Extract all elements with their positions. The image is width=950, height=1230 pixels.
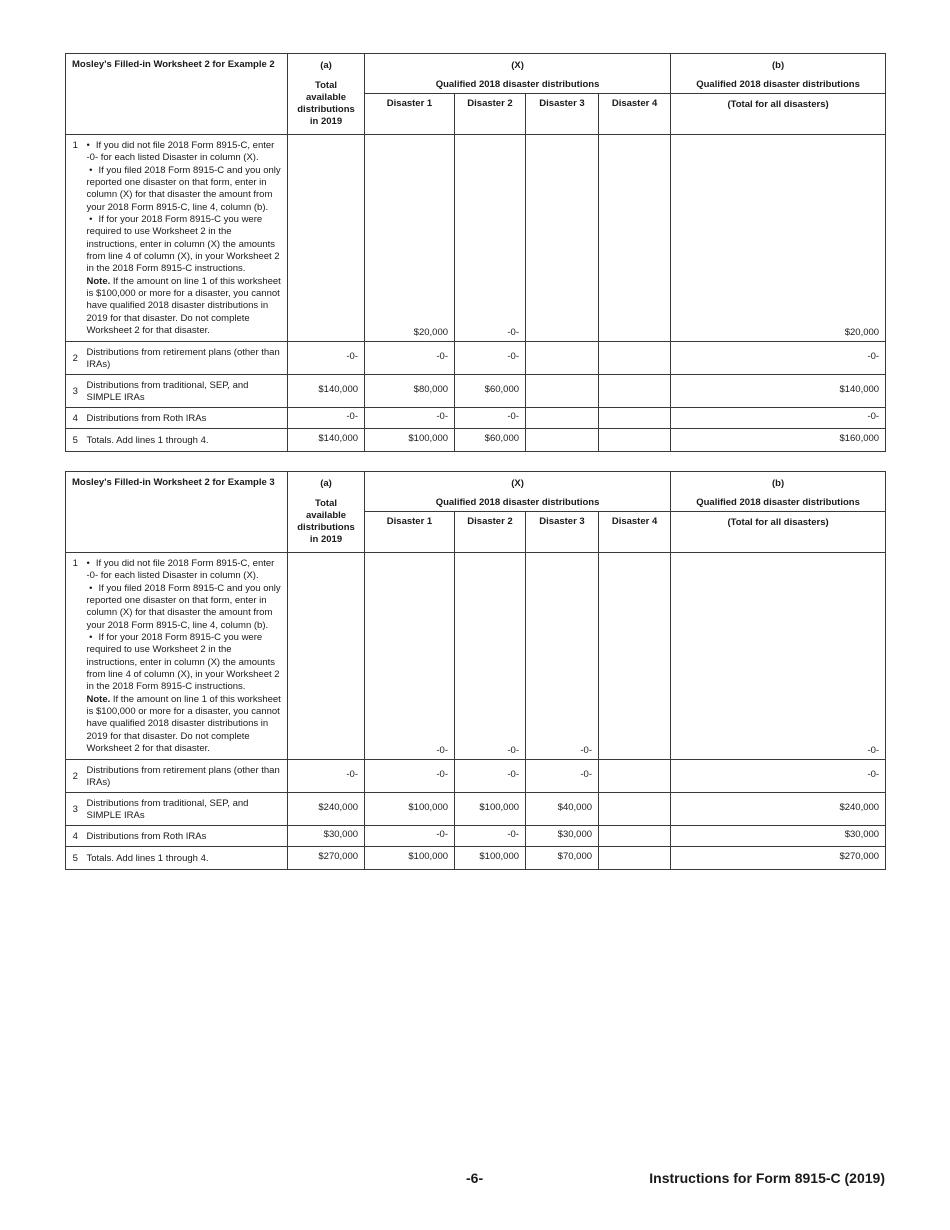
cell-disaster-1: -0- <box>365 826 455 847</box>
worksheet-title: Mosley's Filled-in Worksheet 2 for Example 3 <box>66 472 288 553</box>
cell-disaster-2: -0- <box>455 342 526 375</box>
bullet-icon: • <box>86 558 90 569</box>
disaster-4-header: Disaster 4 <box>599 512 671 553</box>
cell-col-b: -0- <box>671 408 886 429</box>
col-x-letter: (X) <box>365 54 671 77</box>
line-1-note-label: Note. <box>86 693 111 705</box>
cell-disaster-1: -0- <box>365 760 455 793</box>
cell-col-b: -0- <box>671 760 886 793</box>
cell-col-a: $240,000 <box>288 793 365 826</box>
col-a-header <box>288 76 365 135</box>
line-3-description: Distributions from traditional, SEP, and SIMPLE IRAs <box>85 793 288 826</box>
line-1-bullet-1: If you did not file 2018 Form 8915-C, enter -0- for each listed Disaster in column (X). <box>86 140 275 164</box>
cell-disaster-1: $100,000 <box>365 847 455 870</box>
bullet-icon: • <box>86 140 90 151</box>
col-a-total: Total <box>315 498 338 509</box>
cell-col-b: $140,000 <box>671 375 886 408</box>
line-number: 1 <box>66 553 85 760</box>
line-1-bullet-1: If you did not file 2018 Form 8915-C, enter -0- for each listed Disaster in column (X). <box>86 558 275 582</box>
cell-disaster-1: -0- <box>365 342 455 375</box>
col-b-subheader: Qualified 2018 disaster distributions <box>671 76 886 94</box>
bullet-icon: • <box>86 164 93 176</box>
disaster-3-header: Disaster 3 <box>526 94 599 135</box>
line-number: 3 <box>66 793 85 826</box>
cell-disaster-2: -0- <box>455 760 526 793</box>
col-b-total-header: (Total for all disasters) <box>671 94 886 135</box>
cell-col-b: $30,000 <box>671 826 886 847</box>
col-b-subheader: Qualified 2018 disaster distributions <box>671 494 886 512</box>
line-number: 1 <box>66 135 85 342</box>
cell-col-b: $270,000 <box>671 847 886 870</box>
line-4-description: Distributions from Roth IRAs <box>85 408 288 429</box>
disaster-3-header: Disaster 3 <box>526 512 599 553</box>
cell-disaster-2: $100,000 <box>455 793 526 826</box>
col-b-letter: (b) <box>671 54 886 77</box>
cell-disaster-3 <box>526 135 599 342</box>
cell-col-b: -0- <box>671 342 886 375</box>
cell-disaster-3: $30,000 <box>526 826 599 847</box>
line-number: 4 <box>66 826 85 847</box>
line-1-note-text: If the amount on line 1 of this worksheet is $100,000 or more for a disaster, you cannot have qualified 2018 disaster distributions in 2019 for that disaster. Do not complete Worksheet 2 for that disaster. <box>86 275 281 337</box>
line-3-description: Distributions from traditional, SEP, and SIMPLE IRAs <box>85 375 288 408</box>
line-1-bullet-3: If for your 2018 Form 8915-C you were required to use Worksheet 2 in the instructions, enter in column (X) the amounts from line 4 of column (X), in your Worksheet 2 in the 2018 Form 8915-C instructions. <box>86 632 280 693</box>
cell-disaster-3: $70,000 <box>526 847 599 870</box>
cell-disaster-3: $40,000 <box>526 793 599 826</box>
cell-disaster-2: -0- <box>455 408 526 429</box>
bullet-icon: • <box>86 582 93 594</box>
line-4-description: Distributions from Roth IRAs <box>85 826 288 847</box>
disaster-2-header: Disaster 2 <box>455 94 526 135</box>
cell-disaster-4 <box>599 760 671 793</box>
line-2-description: Distributions from retirement plans (other than IRAs) <box>85 342 288 375</box>
cell-col-a <box>288 135 365 342</box>
col-a-rest: available distributions in 2019 <box>297 92 355 127</box>
cell-disaster-3: -0- <box>526 553 599 760</box>
cell-disaster-2: $100,000 <box>455 847 526 870</box>
cell-disaster-2: $60,000 <box>455 429 526 452</box>
cell-disaster-1: -0- <box>365 553 455 760</box>
line-5-description: Totals. Add lines 1 through 4. <box>85 429 288 452</box>
disaster-1-header: Disaster 1 <box>365 512 455 553</box>
cell-disaster-4 <box>599 135 671 342</box>
cell-disaster-4 <box>599 826 671 847</box>
cell-col-b: $160,000 <box>671 429 886 452</box>
col-a-total: Total <box>315 80 338 91</box>
line-number: 4 <box>66 408 85 429</box>
cell-disaster-4 <box>599 408 671 429</box>
line-5-description: Totals. Add lines 1 through 4. <box>85 847 288 870</box>
cell-disaster-3 <box>526 408 599 429</box>
cell-disaster-3: -0- <box>526 760 599 793</box>
cell-disaster-4 <box>599 793 671 826</box>
cell-disaster-1: $20,000 <box>365 135 455 342</box>
col-a-letter: (a) <box>288 54 365 77</box>
col-a-header <box>288 494 365 553</box>
col-a-letter: (a) <box>288 472 365 495</box>
bullet-icon: • <box>86 214 93 226</box>
cell-disaster-3 <box>526 375 599 408</box>
cell-disaster-4 <box>599 847 671 870</box>
col-a-rest: available distributions in 2019 <box>297 510 355 545</box>
line-number: 5 <box>66 429 85 452</box>
cell-col-b: $20,000 <box>671 135 886 342</box>
cell-col-a: $270,000 <box>288 847 365 870</box>
line-1-description <box>85 553 288 760</box>
line-1-note-text: If the amount on line 1 of this worksheet is $100,000 or more for a disaster, you cannot have qualified 2018 disaster distributions in 2019 for that disaster. Do not complete Worksheet 2 for that disaster. <box>86 693 281 755</box>
cell-disaster-2: $60,000 <box>455 375 526 408</box>
line-2-description: Distributions from retirement plans (other than IRAs) <box>85 760 288 793</box>
cell-col-a: -0- <box>288 408 365 429</box>
cell-col-a: $30,000 <box>288 826 365 847</box>
line-number: 3 <box>66 375 85 408</box>
cell-col-b: $240,000 <box>671 793 886 826</box>
cell-disaster-4 <box>599 553 671 760</box>
cell-disaster-2: -0- <box>455 135 526 342</box>
cell-col-a <box>288 553 365 760</box>
cell-disaster-2: -0- <box>455 553 526 760</box>
disaster-4-header: Disaster 4 <box>599 94 671 135</box>
line-number: 5 <box>66 847 85 870</box>
line-1-bullet-3: If for your 2018 Form 8915-C you were required to use Worksheet 2 in the instructions, enter in column (X) the amounts from line 4 of column (X), in your Worksheet 2 in the 2018 Form 8915-C instructions. <box>86 214 280 275</box>
cell-col-b: -0- <box>671 553 886 760</box>
disaster-1-header: Disaster 1 <box>365 94 455 135</box>
line-1-bullet-2: If you filed 2018 Form 8915-C and you only reported one disaster on that form, enter in column (X) for that disaster the amount from your 2018 Form 8915-C, line 4, column (b). <box>86 164 281 213</box>
cell-col-a: $140,000 <box>288 375 365 408</box>
line-number: 2 <box>66 760 85 793</box>
cell-disaster-4 <box>599 375 671 408</box>
cell-disaster-4 <box>599 429 671 452</box>
col-b-letter: (b) <box>671 472 886 495</box>
cell-disaster-3 <box>526 429 599 452</box>
col-b-total-header: (Total for all disasters) <box>671 512 886 553</box>
cell-disaster-2: -0- <box>455 826 526 847</box>
col-x-letter: (X) <box>365 472 671 495</box>
bullet-icon: • <box>86 632 93 644</box>
cell-disaster-4 <box>599 342 671 375</box>
line-1-note-label: Note. <box>86 275 111 287</box>
page-number: -6- <box>466 1170 484 1186</box>
cell-col-a: -0- <box>288 760 365 793</box>
line-1-bullet-2: If you filed 2018 Form 8915-C and you only reported one disaster on that form, enter in column (X) for that disaster the amount from your 2018 Form 8915-C, line 4, column (b). <box>86 582 281 631</box>
line-number: 2 <box>66 342 85 375</box>
worksheet-title: Mosley's Filled-in Worksheet 2 for Example 2 <box>66 54 288 135</box>
cell-col-a: -0- <box>288 342 365 375</box>
line-1-description <box>85 135 288 342</box>
footer-title: Instructions for Form 8915-C (2019) <box>649 1170 885 1186</box>
cell-disaster-1: $100,000 <box>365 793 455 826</box>
cell-disaster-3 <box>526 342 599 375</box>
cell-col-a: $140,000 <box>288 429 365 452</box>
cell-disaster-1: $80,000 <box>365 375 455 408</box>
cell-disaster-1: $100,000 <box>365 429 455 452</box>
worksheet-table-example-2 <box>65 53 886 452</box>
col-x-subheader: Qualified 2018 disaster distributions <box>365 76 671 94</box>
cell-disaster-1: -0- <box>365 408 455 429</box>
disaster-2-header: Disaster 2 <box>455 512 526 553</box>
worksheet-table-example-3 <box>65 471 886 870</box>
col-x-subheader: Qualified 2018 disaster distributions <box>365 494 671 512</box>
